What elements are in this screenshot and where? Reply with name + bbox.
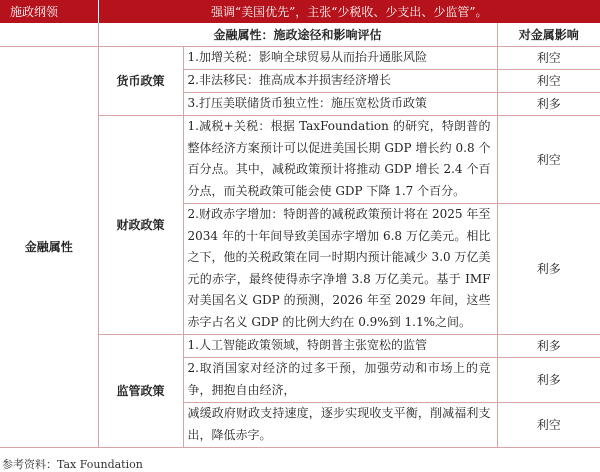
subheader-blank bbox=[0, 23, 98, 46]
effect-value: 利空 bbox=[497, 402, 600, 447]
effect-value: 利多 bbox=[497, 334, 600, 357]
policy-text: 2.取消国家对经济的过多干预，加强劳动和市场上的竞争，拥抱自由经济， bbox=[183, 357, 497, 402]
policy-text: 1.加增关税：影响全球贸易从而抬升通胀风险 bbox=[183, 46, 497, 69]
source-note: 参考资料：Tax Foundation bbox=[2, 458, 143, 471]
category-fiscal: 财政政策 bbox=[98, 115, 183, 334]
header-row bbox=[0, 0, 600, 23]
effect-value: 利空 bbox=[497, 115, 600, 203]
policy-text: 1.减税+关税：根据 TaxFoundation 的研究，特朗普的整体经济方案预计可以促进美国长期 GDP 增长约 0.8 个百分点。其中，减税政策预计将推动 GDP 增长 2.4 个百分点，而关税政策可能会使 GDP 下降 1.7 个百分。 bbox=[183, 115, 497, 203]
policy-text: 1.人工智能政策领域，特朗普主张宽松的监管 bbox=[183, 334, 497, 357]
effect-value: 利空 bbox=[497, 46, 600, 69]
effect-value: 利多 bbox=[497, 357, 600, 402]
table-row bbox=[0, 46, 600, 69]
subheader-row bbox=[0, 23, 600, 46]
policy-text: 2.财政赤字增加：特朗普的减税政策预计将在 2025 年至 2034 年的十年间导致美国赤字增加 6.8 万亿美元。相比之下，他的关税政策在同一时期内预计能减少 3.0 万亿美元的赤字，最终使得赤字净增 3.8 万亿美元。基于 IMF 对美国名义 GDP 的预测，2026 年至 2029 年间，这些赤字占名义 GDP 的比例大约在 0.9%到 1.1%之间。 bbox=[183, 203, 497, 334]
policy-text: 减缓政府财政支持速度，逐步实现收支平衡，削减福利支出，降低赤字。 bbox=[183, 402, 497, 447]
category-monetary: 货币政策 bbox=[98, 46, 183, 115]
effect-value: 利多 bbox=[497, 203, 600, 334]
header-col-slogan: 强调“美国优先”，主张“少税收、少支出、少监管”。 bbox=[98, 0, 600, 23]
subheader-effect: 对金属影响 bbox=[497, 23, 600, 46]
policy-text: 3.打压美联储货币独立性：施压宽松货币政策 bbox=[183, 92, 497, 115]
category-regulatory: 监管政策 bbox=[98, 334, 183, 447]
attribute-label: 金融属性 bbox=[0, 46, 98, 447]
header-col-policy: 施政纲领 bbox=[0, 0, 98, 23]
policy-text: 2.非法移民：推高成本并损害经济增长 bbox=[183, 69, 497, 92]
subheader-approach: 金融属性：施政途径和影响评估 bbox=[98, 23, 497, 46]
effect-value: 利多 bbox=[497, 92, 600, 115]
effect-value: 利空 bbox=[497, 69, 600, 92]
